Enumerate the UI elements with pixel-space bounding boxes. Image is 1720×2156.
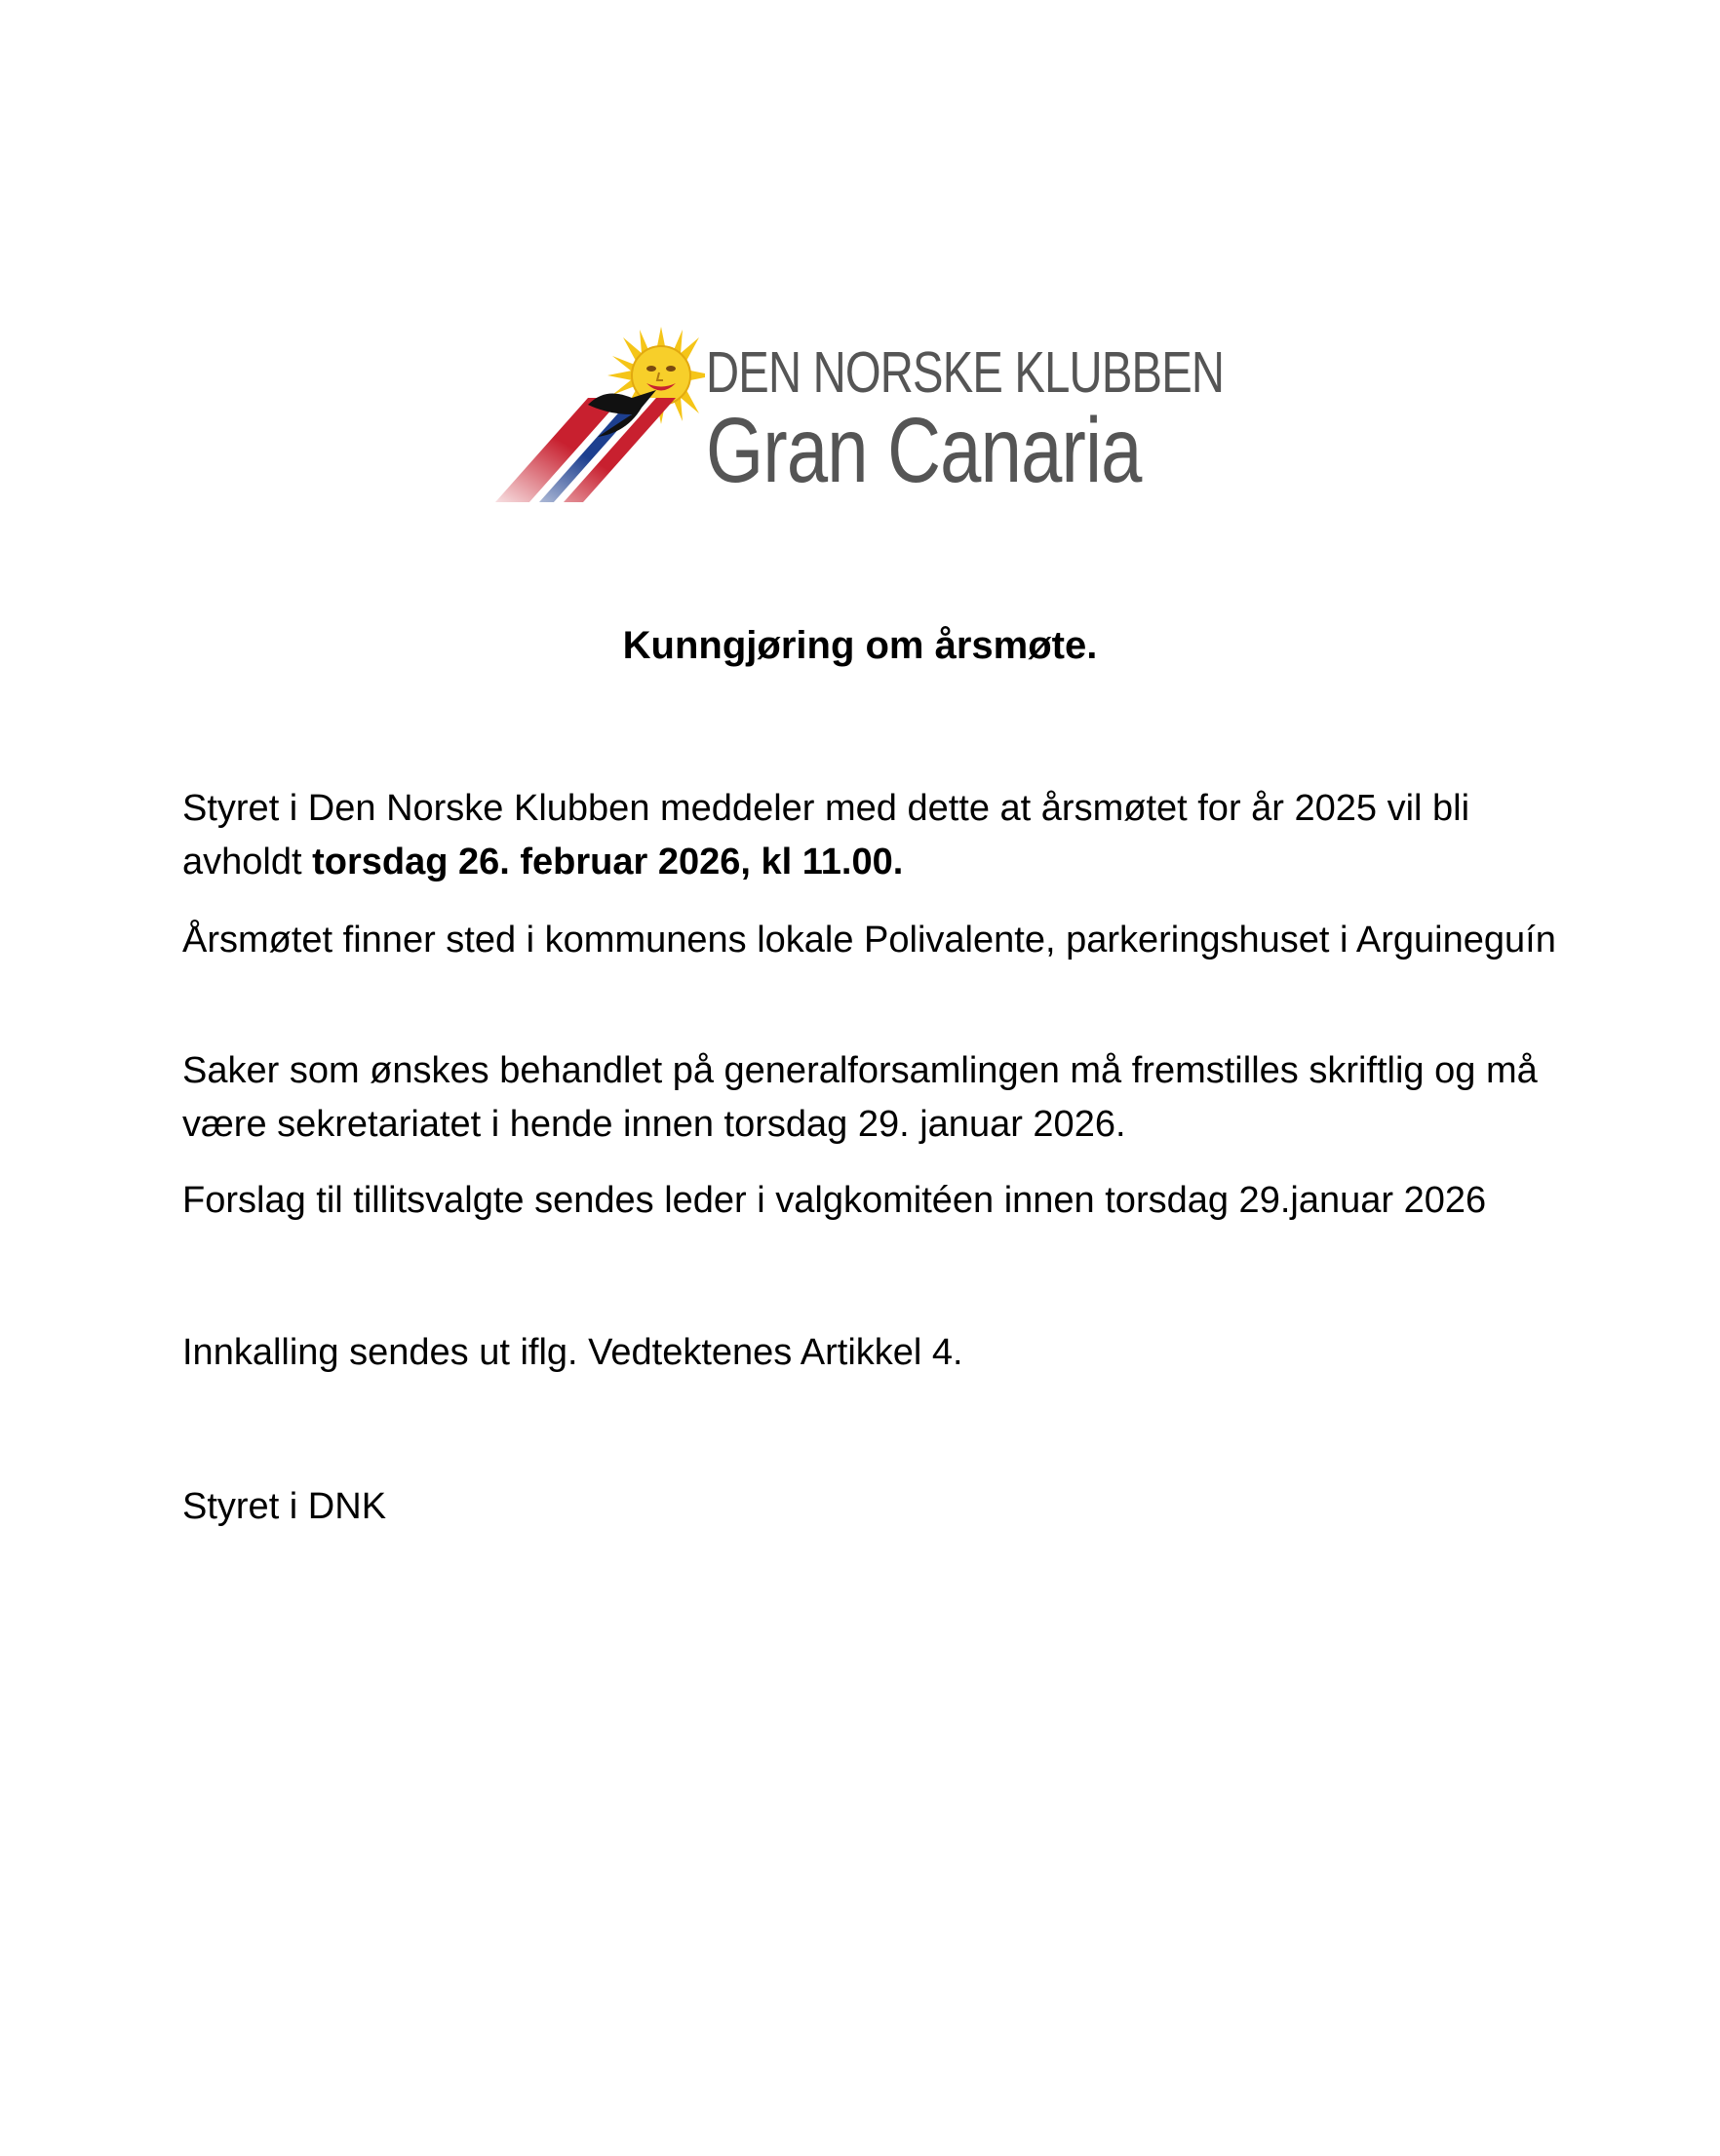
paragraph-nominations: Forslag til tillitsvalgte sendes leder i valgkomitéen innen torsdag 29.januar 2026 bbox=[182, 1180, 1487, 1221]
signature: Styret i DNK bbox=[182, 1486, 387, 1527]
paragraph-location: Årsmøtet finner sted i kommunens lokale Polivalente, parkeringshuset i Arguineguín bbox=[182, 920, 1556, 960]
club-logo bbox=[495, 322, 1225, 507]
meeting-date-bold: torsdag 26. februar 2026, kl 11.00. bbox=[312, 842, 904, 882]
flag-stripes bbox=[495, 390, 690, 507]
logo-text-location: Gran Canaria bbox=[706, 399, 1142, 502]
paragraph-submissions: Saker som ønskes behandlet på generalforsamlingen må fremstilles skriftlig og må være sekretariatet i hende innen torsdag 29. januar 2026. bbox=[182, 1050, 1538, 1145]
sun-bird-flag-icon bbox=[495, 322, 705, 507]
paragraph-meeting-date-text: Styret i Den Norske Klubben meddeler med dette at årsmøtet for år 2025 vil bli avholdt bbox=[182, 788, 1470, 882]
document-title: Kunngjøring om årsmøte. bbox=[622, 624, 1098, 667]
paragraph-meeting-date bbox=[182, 782, 1567, 889]
paragraph-invitation: Innkalling sendes ut iflg. Vedtektenes Artikkel 4. bbox=[182, 1332, 963, 1373]
logo-text-club-name: DEN NORSKE KLUBBEN bbox=[706, 340, 1225, 405]
